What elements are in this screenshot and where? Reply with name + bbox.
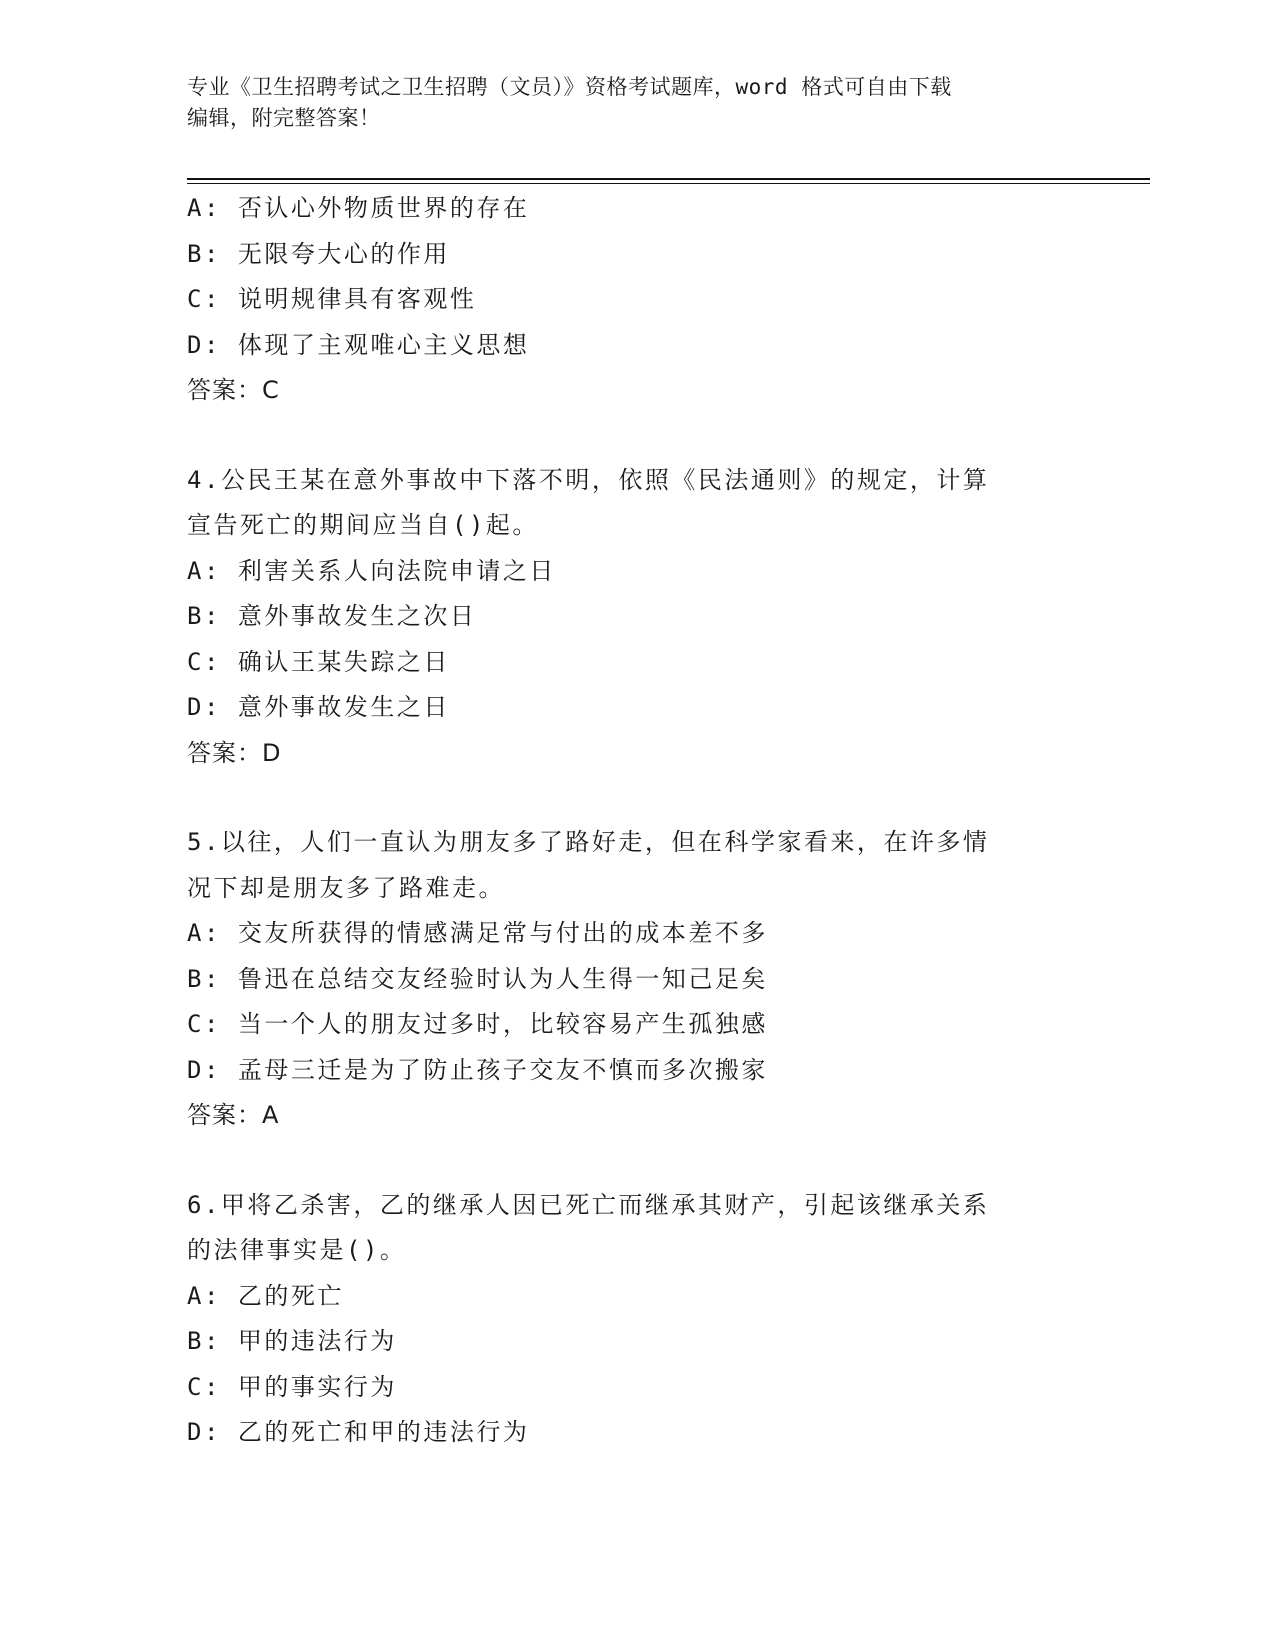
answer-line: 答案：A	[187, 1101, 280, 1129]
header-divider-thick	[187, 178, 1150, 180]
header-title-line-2: 编辑，附完整答案！	[187, 106, 381, 130]
option-b: B: 意外事故发生之次日	[187, 602, 477, 630]
option-b: B: 鲁迅在总结交友经验时认为人生得一知己足矣	[187, 964, 768, 993]
question-stem-line-2: 宣告死亡的期间应当自()起。	[187, 511, 539, 539]
question-stem-line-2: 况下却是朋友多了路难走。	[187, 873, 505, 902]
option-c: C: 确认王某失踪之日	[187, 647, 450, 676]
spacer	[187, 1139, 1087, 1183]
option-c: C: 说明规律具有客观性	[187, 285, 477, 313]
question-list	[187, 186, 1087, 1456]
option-a: A: 交友所获得的情感满足常与付出的成本差不多	[187, 919, 768, 947]
answer-line: 答案：D	[187, 738, 282, 767]
option-c: C: 甲的事实行为	[187, 1372, 397, 1401]
option-a: A: 乙的死亡	[187, 1281, 344, 1310]
answer-line: 答案：C	[187, 376, 280, 404]
option-a: A: 否认心外物质世界的存在	[187, 194, 530, 222]
option-a: A: 利害关系人向法院申请之日	[187, 556, 556, 585]
question-5	[187, 820, 1087, 1139]
header-divider-thin	[187, 183, 1150, 184]
question-6	[187, 1183, 1087, 1456]
header-title-line-1: 专业《卫生招聘考试之卫生招聘（文员）》资格考试题库，word 格式可自由下载	[187, 75, 952, 99]
option-c: C: 当一个人的朋友过多时，比较容易产生孤独感	[187, 1010, 768, 1038]
option-b: B: 无限夸大心的作用	[187, 239, 450, 268]
option-b: B: 甲的违法行为	[187, 1327, 397, 1355]
option-d: D: 乙的死亡和甲的违法行为	[187, 1418, 530, 1446]
spacer	[187, 414, 1087, 458]
question-stem-line-1: 4.公民王某在意外事故中下落不明，依照《民法通则》的规定，计算	[187, 465, 990, 494]
question-stem-line-1: 5.以往，人们一直认为朋友多了路好走，但在科学家看来，在许多情	[187, 828, 990, 856]
option-d: D: 意外事故发生之日	[187, 693, 450, 721]
option-d: D: 体现了主观唯心主义思想	[187, 330, 530, 359]
question-4	[187, 458, 1087, 777]
question-stem-line-1: 6.甲将乙杀害，乙的继承人因已死亡而继承其财产，引起该继承关系	[187, 1190, 990, 1219]
question-3	[187, 186, 1087, 414]
spacer	[187, 776, 1087, 820]
option-d: D: 孟母三迁是为了防止孩子交友不慎而多次搬家	[187, 1055, 768, 1084]
question-stem-line-2: 的法律事实是()。	[187, 1236, 407, 1264]
document-header	[187, 72, 1077, 134]
